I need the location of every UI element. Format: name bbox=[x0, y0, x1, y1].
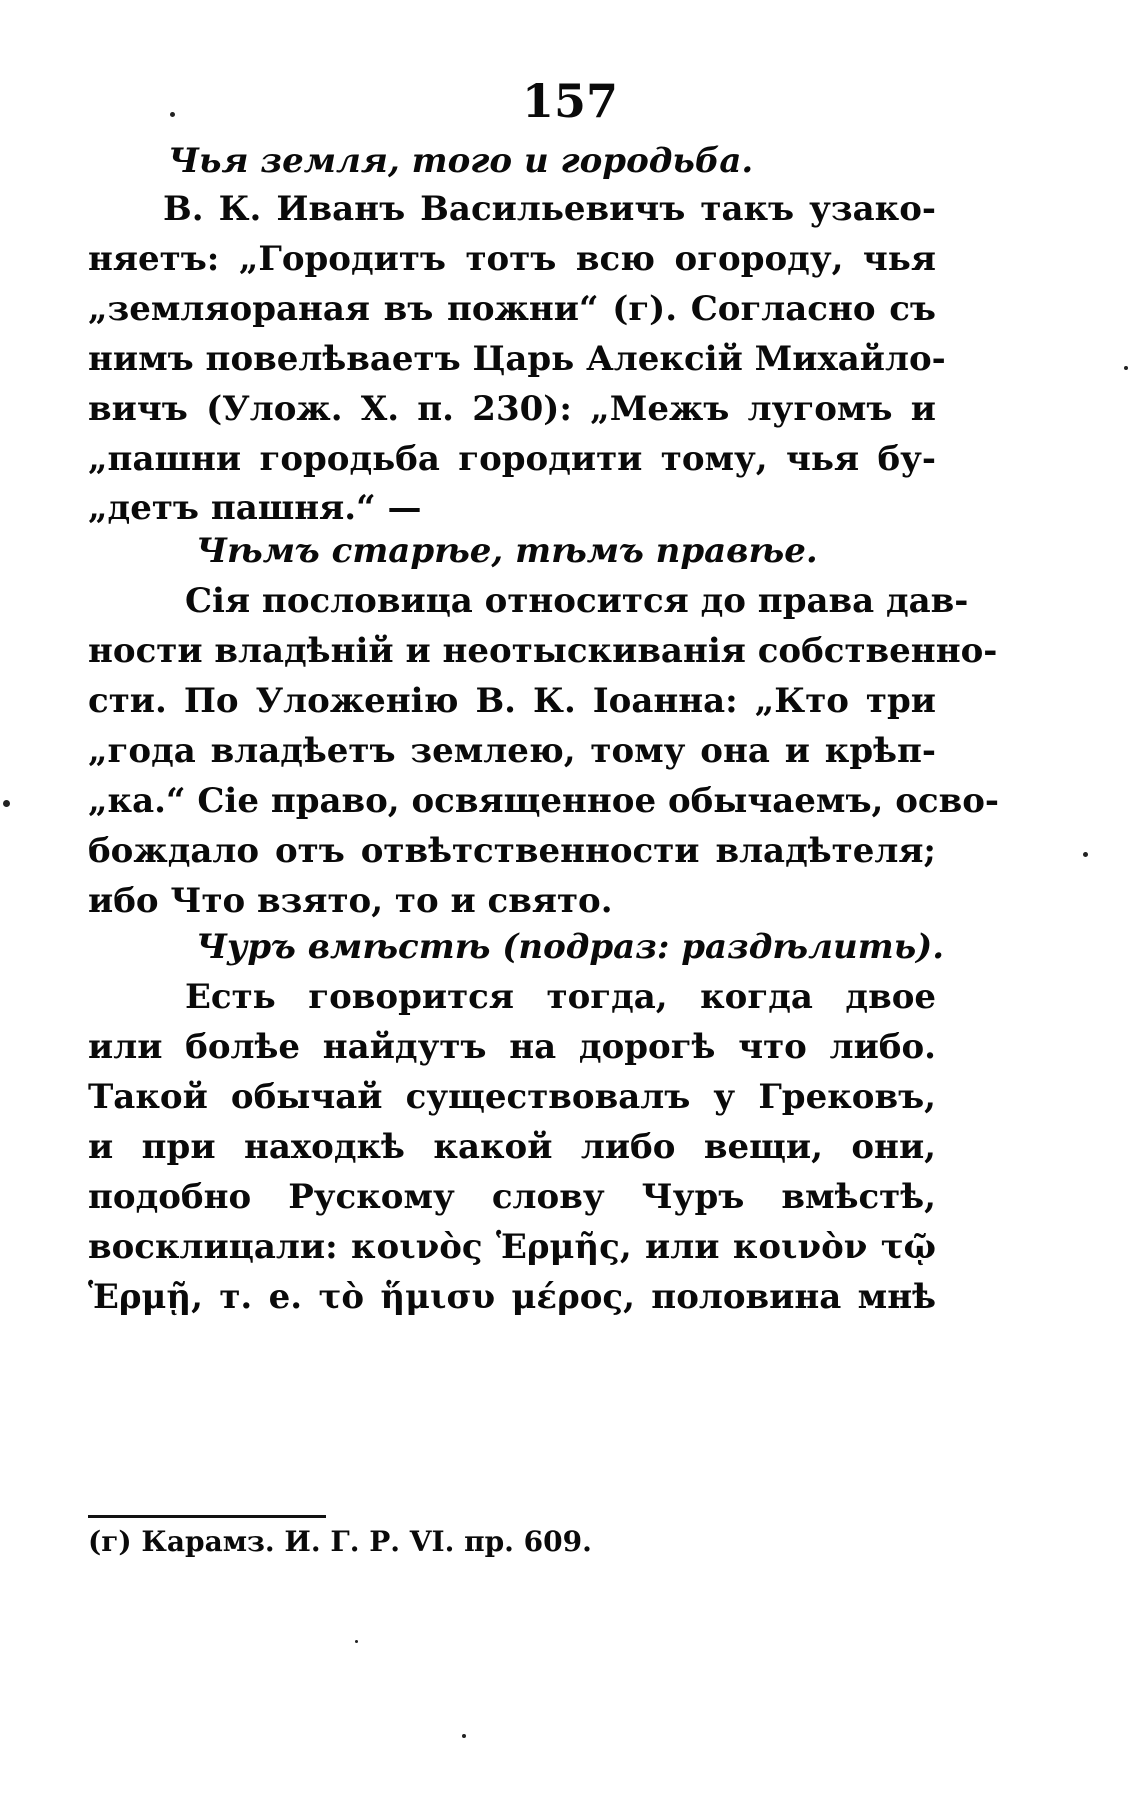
proverb-heading: Чуръ вмѣстѣ (подраз: раздѣлить). bbox=[196, 927, 945, 967]
text-line: В. К. Иванъ Васильевичъ такъ узако- bbox=[163, 189, 936, 229]
text-line: „года владѣетъ землею, тому она и крѣп- bbox=[88, 731, 936, 771]
print-speck bbox=[170, 112, 175, 117]
print-speck bbox=[3, 800, 10, 807]
text-line: нимъ повелѣваетъ Царь Алексій Михайло- bbox=[88, 339, 946, 379]
print-speck bbox=[1083, 852, 1088, 857]
text-line: Ἑρμῇ, т. е. τὸ ἥμισυ μέρος, половина мнѣ bbox=[88, 1277, 936, 1317]
print-speck bbox=[462, 1734, 466, 1738]
text-line: няетъ: „Городитъ тотъ всю огороду, чья bbox=[88, 239, 936, 279]
text-line: подобно Рускому слову Чуръ вмѣстѣ, bbox=[88, 1177, 936, 1217]
text-line: вичъ (Улож. X. п. 230): „Межъ лугомъ и bbox=[88, 389, 936, 429]
proverb-heading: Чья земля, того и городьба. bbox=[168, 141, 754, 181]
text-line: „пашни городьба городити тому, чья бу- bbox=[88, 439, 936, 479]
text-line: „земляораная въ пожни“ (г). Согласно съ bbox=[88, 289, 936, 329]
proverb-heading: Чѣмъ старѣе, тѣмъ правѣе. bbox=[196, 531, 818, 571]
text-line: „ка.“ Сіе право, освященное обычаемъ, осво- bbox=[88, 781, 1000, 821]
text-line: ности владѣній и неотыскиванія собственно- bbox=[88, 631, 998, 671]
print-speck bbox=[1124, 366, 1128, 370]
text-line: и при находкѣ какой либо вещи, они, bbox=[88, 1127, 936, 1167]
text-line: Такой обычай существовалъ у Грековъ, bbox=[88, 1077, 936, 1117]
text-line: восклицали: κοινὸς Ἑρμῆς, или κοινὸν τῷ bbox=[88, 1227, 936, 1267]
text-line: ибо Что взято, то и свято. bbox=[88, 881, 613, 921]
footnote-rule bbox=[88, 1515, 326, 1518]
text-line: или болѣе найдутъ на дорогѣ что либо. bbox=[88, 1027, 936, 1067]
text-line: Сія пословица относится до права дав- bbox=[185, 581, 969, 621]
text-line: сти. По Уложенію В. К. Іоанна: „Кто три bbox=[88, 681, 936, 721]
text-line: „детъ пашня.“ — bbox=[88, 488, 422, 528]
print-speck bbox=[355, 1640, 358, 1643]
page-number: 157 bbox=[521, 74, 619, 128]
text-line: Есть говорится тогда, когда двое bbox=[185, 977, 936, 1017]
footnote: (г) Карамз. И. Г. Р. VI. пр. 609. bbox=[88, 1525, 592, 1558]
text-line: бождало отъ отвѣтственности владѣтеля; bbox=[88, 831, 936, 871]
